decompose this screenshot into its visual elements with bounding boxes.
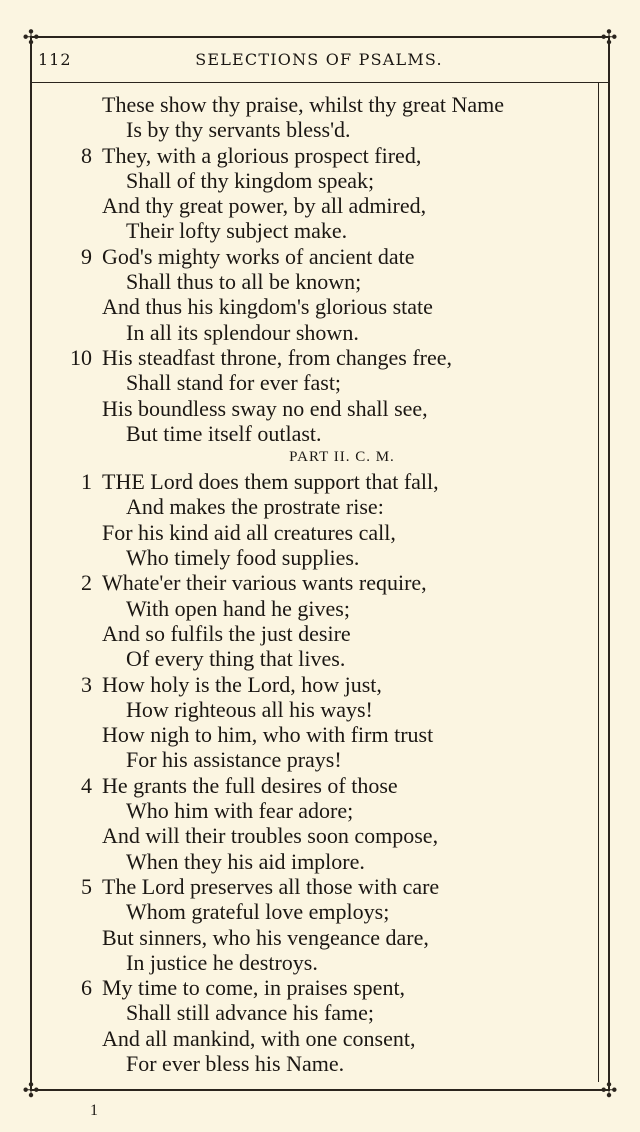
frame-bottom-line <box>30 1089 610 1091</box>
verse-line: And all mankind, with one consent, <box>102 1025 416 1051</box>
stanza-10 <box>62 345 562 446</box>
frame-right-line <box>608 36 610 1091</box>
stanza-number: 9 <box>81 243 92 269</box>
verse-line: For ever bless his Name. <box>126 1050 345 1076</box>
verse-line: For his kind aid all creatures call, <box>102 519 396 545</box>
stanza-continued <box>62 92 562 143</box>
verse-line: The Lord preserves all those with care <box>102 873 440 899</box>
verse-line: Shall of thy kingdom speak; <box>126 167 375 193</box>
corner-ornament-top-right-icon: ✣ <box>600 25 618 49</box>
verse-line-row <box>62 143 562 168</box>
verse-line: These show thy praise, whilst thy great Name <box>102 92 505 117</box>
stanza-number: 10 <box>70 344 92 370</box>
verse-line: His boundless sway no end shall see, <box>102 395 428 421</box>
verse-line: And thus his kingdom's glorious state <box>102 294 433 320</box>
verse-line: Shall thus to all be known; <box>126 269 362 295</box>
stanza-p2-3 <box>62 672 562 773</box>
signature-mark: 1 <box>90 1102 98 1119</box>
verse-line: They, with a glorious prospect fired, <box>102 142 422 168</box>
verse-line: Shall still advance his fame; <box>126 1000 375 1026</box>
stanza-number: 4 <box>81 772 92 798</box>
stanza-p2-6 <box>62 975 562 1076</box>
stanza-number: 2 <box>81 570 92 596</box>
stanza-9 <box>62 244 562 345</box>
verse-line: THE Lord does them support that fall, <box>102 469 439 495</box>
verse-line: And makes the prostrate rise: <box>126 494 384 520</box>
stanza-8 <box>62 143 562 244</box>
verse-line: Who him with fear adore; <box>126 798 354 824</box>
stanza-p2-5 <box>62 874 562 975</box>
verse-line: My time to come, in praises spent, <box>102 975 406 1001</box>
verse-line: How nigh to him, who with firm trust <box>102 722 434 748</box>
verse-line: But sinners, who his vengeance dare, <box>102 924 429 950</box>
page-number: 112 <box>38 50 72 69</box>
verse-line: He grants the full desires of those <box>102 772 398 798</box>
verse-line-row <box>62 672 562 697</box>
stanza-number: 8 <box>81 142 92 168</box>
verse-line: In justice he destroys. <box>126 949 318 975</box>
verse-line: Their lofty subject make. <box>126 218 348 244</box>
verse-line-row <box>62 874 562 899</box>
stanza-number: 1 <box>81 469 92 495</box>
verse-line: When they his aid implore. <box>126 848 365 874</box>
part-heading: PART II. C. M. <box>289 449 395 466</box>
running-header <box>38 50 600 72</box>
verse-line: Who timely food supplies. <box>126 545 360 571</box>
verse-line: And will their troubles soon compose, <box>102 823 439 849</box>
verse-line-row <box>62 975 562 1000</box>
verse-line: In all its splendour shown. <box>126 319 359 345</box>
verse-line: Whom grateful love employs; <box>126 899 390 925</box>
running-title: SELECTIONS OF PSALMS. <box>195 50 443 69</box>
verse-line-row <box>62 345 562 370</box>
verse-line: Is by thy servants bless'd. <box>126 117 351 143</box>
header-rule <box>32 82 608 83</box>
corner-ornament-bottom-right-icon: ✣ <box>600 1078 618 1102</box>
verse-line: But time itself outlast. <box>126 420 322 446</box>
stanza-p2-2 <box>62 570 562 671</box>
corner-ornament-top-left-icon: ✣ <box>22 25 40 49</box>
verse-line-row <box>62 773 562 798</box>
stanza-p2-1 <box>62 469 562 570</box>
stanza-p2-4 <box>62 773 562 874</box>
verse-line: For his assistance prays! <box>126 747 342 773</box>
frame-top-line <box>30 36 610 38</box>
corner-ornament-bottom-left-icon: ✣ <box>22 1078 40 1102</box>
verse-line: Of every thing that lives. <box>126 646 346 672</box>
verse-line: How holy is the Lord, how just, <box>102 671 382 697</box>
verse-line-row <box>62 244 562 269</box>
stanza-number: 3 <box>81 671 92 697</box>
verse-line-row <box>62 570 562 595</box>
stanza-number: 6 <box>81 975 92 1001</box>
verse-line: And thy great power, by all admired, <box>102 193 427 219</box>
frame-left-line <box>30 36 32 1091</box>
verse-line: God's mighty works of ancient date <box>102 243 415 269</box>
verse-line: Whate'er their various wants require, <box>102 570 427 596</box>
verse-line-row <box>62 469 562 494</box>
verse-line: And so fulfils the just desire <box>102 620 351 646</box>
inner-right-rule <box>598 82 599 1082</box>
psalm-text <box>62 92 562 1076</box>
stanza-number: 5 <box>81 873 92 899</box>
verse-line: Shall stand for ever fast; <box>126 370 342 396</box>
verse-line: How righteous all his ways! <box>126 696 373 722</box>
verse-line: His steadfast throne, from changes free, <box>102 344 453 370</box>
verse-line: With open hand he gives; <box>126 595 350 621</box>
